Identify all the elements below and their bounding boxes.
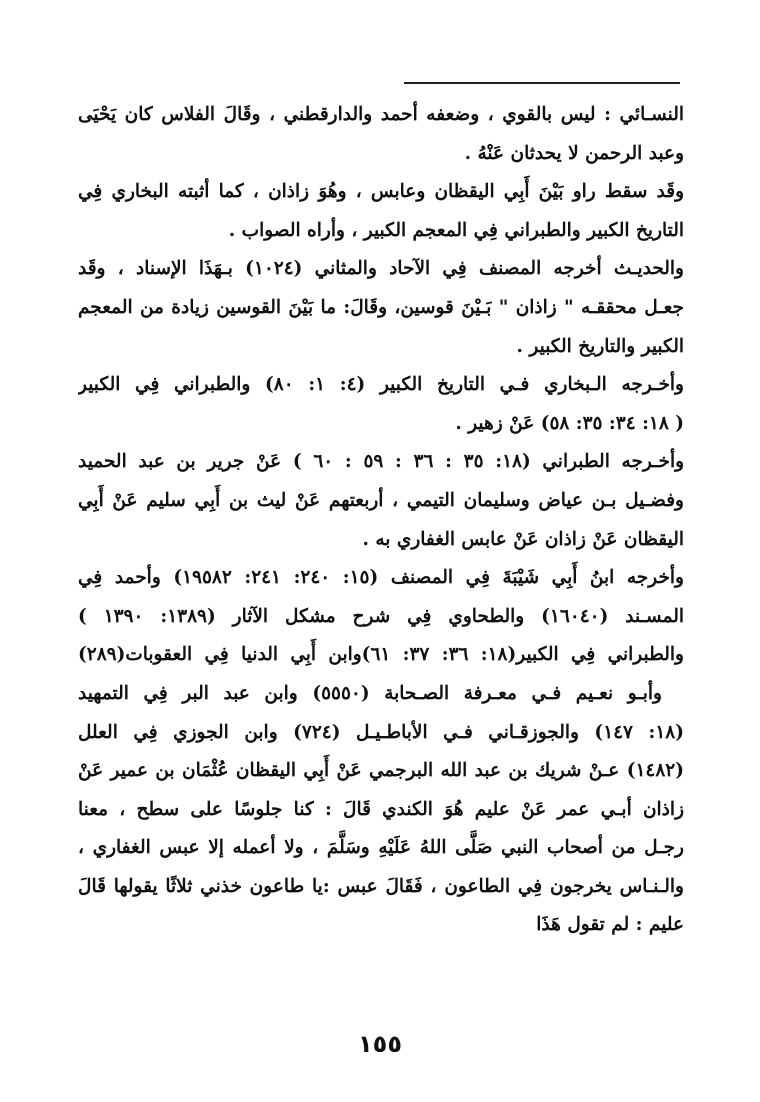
text-line: المسـند (١٦٠٤٠) والطحاوي فِي شرح مشكل الآثار (١٣٨٩: ١٣٩٠ )	[78, 605, 684, 627]
text-line: (١٤٨٢) عـنْ شريك بن عبد الله البرجمي عَنْ أَبِي اليقظان عُثْمَان بن عمير عَنْ	[78, 760, 684, 782]
text-line: وقَد سقط راو بَيْنَ أَبِي اليقظان وعابس ، وهُوَ زاذان ، كما أثبته البخاري فِي	[78, 181, 684, 203]
text-line: الكبير والتاريخ الكبير .	[516, 335, 684, 357]
text-line: وأبـو نعـيم فـي معـرفة الصـحابة (٥٥٥٠) وابن عبد البر فِي التمهيد	[78, 682, 662, 704]
text-line: النسـائي : ليس بالقوي ، وضعفه أحمد والدارقطني ، وقَالَ الفلاس كان يَحْيَى	[78, 104, 684, 125]
text-line: رجـل من أصحاب النبي صَلَّى اللهُ عَلَيْهِ وسَلَّمَ ، ولا أعمله إلا عبس الغفاري ،	[78, 837, 684, 859]
text-line: ( ١٨: ٣٤: ٣٥: ٥٨) عَنْ زهير .	[455, 412, 684, 434]
text-line: عليم : لم تقول هَذَا	[536, 914, 684, 936]
footnote-body	[78, 96, 684, 945]
text-line: والطبراني فِي الكبير(١٨: ٣٦: ٣٧: ٦١)وابن أَبِي الدنيا فِي العقوبات(٢٨٩)	[78, 644, 684, 666]
text-line: وفضـيل بـن عياض وسليمان التيمي ، أربعتهم عَنْ ليث بن أَبِي سليم عَنْ أَبِي	[78, 489, 684, 511]
text-line: وأخرجه ابنُ أَبِي شَيْبَةَ فِي المصنف (١٥: ٢٤٠: ٢٤١: ١٩٥٨٢) وأحمد فِي	[78, 567, 684, 589]
text-line: وعبد الرحمن لا يحدثان عَنْهُ .	[464, 142, 684, 164]
text-line: جعـل محققـه " زاذان " بَـيْنَ قوسين، وقَالَ: ما بَيْنَ القوسين زيادة من المعجم	[78, 296, 684, 318]
text-line: وأخـرجه الطبراني (١٨: ٣٥ : ٣٦ : ٥٩ : ٦٠ ) عَنْ جرير بن عبد الحميد	[78, 451, 684, 473]
page-number: ١٥٥	[358, 1030, 402, 1058]
text-line: اليقظان عَنْ زاذان عَنْ عابس الغفاري به .	[362, 528, 684, 550]
text-line: (١٨: ١٤٧) والجوزقـاني فـي الأباطـيـل (٧٢٤) وابن الجوزي فِي العلل	[78, 721, 684, 743]
footnote-separator-rule	[404, 82, 680, 84]
text-line: والـنـاس يخرجون فِي الطاعون ، فَقَالَ عبس :يا طاعون خذني ثلاثًا يقولها قَالَ	[78, 875, 684, 897]
text-line: وأخـرجه الـبخاري فـي التاريخ الكبير (٤: ١: ٨٠) والطبراني فِي الكبير	[78, 374, 684, 396]
text-line: زاذان أبـي عمر عَنْ عليم هُوَ الكندي قَالَ : كنا جلوسًا على سطح ، معنا	[78, 798, 684, 820]
text-line: والحديـث أخرجه المصنف فِي الآحاد والمثاني (١٠٢٤) بـهَذَا الإسناد ، وقَد	[78, 258, 684, 280]
text-line: التاريخ الكبير والطبراني فِي المعجم الكبير ، وأراه الصواب .	[228, 219, 684, 241]
